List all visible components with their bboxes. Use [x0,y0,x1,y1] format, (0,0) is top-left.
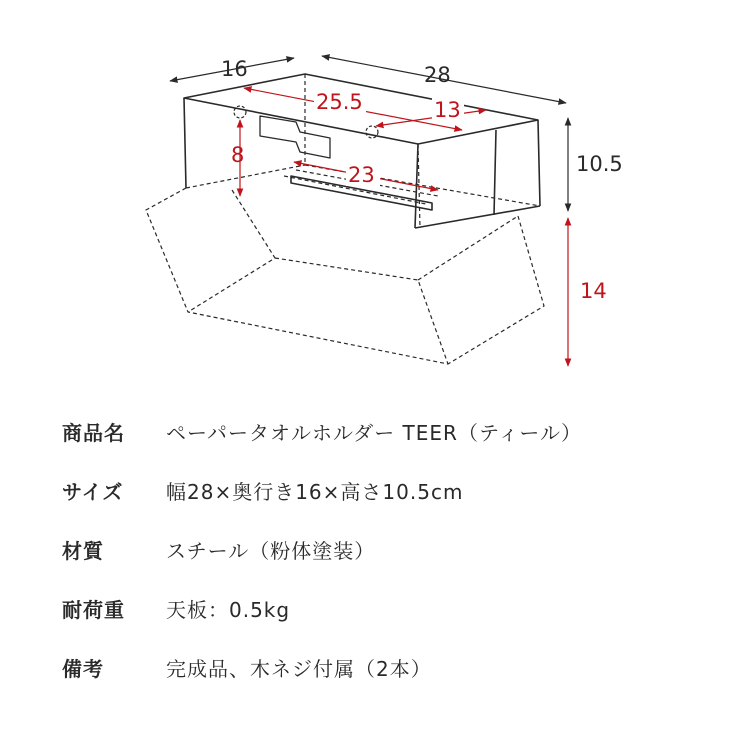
clearance-label: 14 [580,279,607,303]
height-label: 10.5 [576,152,623,176]
spec-value: ペーパータオルホルダー TEER（ティール） [166,421,582,445]
inner-width-label: 25.5 [316,90,363,114]
screw-hole-left [234,106,246,118]
width-label: 28 [424,63,451,87]
spec-value: 天板：0.5kg [166,598,291,622]
spec-value: 完成品、木ネジ付属（2本） [166,657,432,681]
spec-value: 幅28×奥行き16×高さ10.5cm [166,480,464,504]
slot-length-label: 23 [348,163,375,187]
spec-label: 備考 [62,657,104,681]
screw-height-label: 8 [231,143,245,167]
spec-label: 材質 [62,539,104,563]
spec-label: 耐荷重 [62,598,125,622]
red-dimension-lines [240,88,568,366]
paper-towel-outline [146,188,544,364]
spec-label: 商品名 [62,421,125,445]
screw-spacing-label: 13 [434,98,461,122]
spec-value: スチール（粉体塗装） [166,539,376,563]
depth-label: 16 [221,57,248,81]
spec-label: サイズ [62,480,124,504]
